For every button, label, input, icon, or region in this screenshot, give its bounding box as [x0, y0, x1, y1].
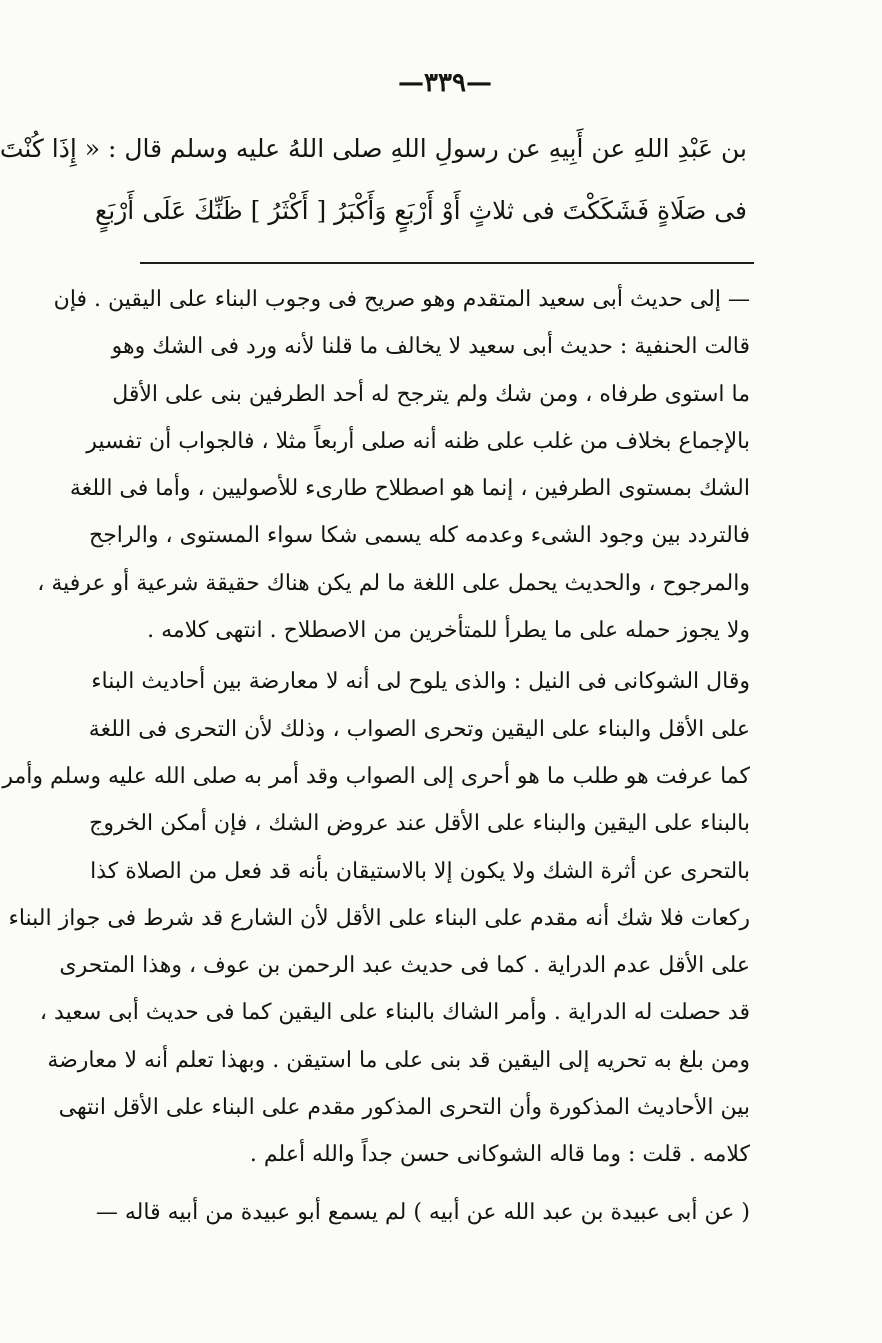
hadith-text: [0, 118, 747, 242]
commentary-line: والمرجوح ، والحديث يحمل على اللغة ما لم يكن هناك حقيقة شرعية أو عرفية ،: [37, 570, 750, 596]
commentary-line: ومن بلغ به تحريه إلى اليقين قد بنى على ما استيقن . وبهذا تعلم أنه لا معارضة: [47, 1047, 750, 1073]
commentary-line: — إلى حديث أبى سعيد المتقدم وهو صريح فى وجوب البناء على اليقين . فإن: [53, 287, 750, 312]
commentary-line: على الأقل والبناء على اليقين وتحرى الصواب ، وذلك لأن التحرى فى اللغة: [88, 716, 750, 742]
commentary-line: ولا يجوز حمله على ما يطرأ للمتأخرين من الاصطلاح . انتهى كلامه .: [147, 618, 750, 644]
hadith-line: فى صَلَاةٍ فَشَكَكْتَ فى ثلاثٍ أَوْ أَرْبَعٍ وَأَكْبَرُ [ أَكْثَرُ ] ظَنِّكَ عَلَى أَرْبَعٍ: [94, 196, 747, 225]
page-number: —٣٣٩—: [398, 68, 492, 98]
commentary-line: قالت الحنفية : حديث أبى سعيد لا يخالف ما قلنا لأنه ورد فى الشك وهو: [111, 334, 750, 360]
commentary-line: على الأقل عدم الدراية . كما فى حديث عبد الرحمن بن عوف ، وهذا المتحرى: [59, 953, 750, 979]
commentary-line: بالإجماع بخلاف من غلب على ظنه أنه صلى أربعاً مثلا ، فالجواب أن تفسير: [86, 428, 750, 454]
commentary-line: بالتحرى عن أثرة الشك ولا يكون إلا بالاستيقان بأنه قد فعل من الصلاة كذا: [90, 858, 750, 884]
commentary-line: قد حصلت له الدراية . وأمر الشاك بالبناء على اليقين كما فى حديث أبى سعيد ،: [39, 1000, 750, 1026]
section-divider: [140, 262, 754, 264]
commentary-line: كلامه . قلت : وما قاله الشوكانى حسن جداً والله أعلم .: [249, 1142, 750, 1168]
commentary-line: بالبناء على اليقين والبناء على الأقل عند عروض الشك ، فإن أمكن الخروج: [89, 811, 750, 837]
commentary-line: ما استوى طرفاه ، ومن شك ولم يترجح له أحد الطرفين بنى على الأقل: [112, 381, 750, 407]
commentary-line: الشك بمستوى الطرفين ، إنما هو اصطلاح طارىء للأصوليين ، وأما فى اللغة: [69, 476, 750, 502]
commentary-text: [2, 276, 750, 1236]
commentary-line: وقال الشوكانى فى النيل : والذى يلوح لى أنه لا معارضة بين أحاديث البناء: [91, 669, 750, 695]
commentary-line: ركعات فلا شك أنه مقدم على البناء على الأقل لأن الشارع قد شرط فى جواز البناء: [8, 905, 750, 931]
commentary-line: فالتردد بين وجود الشىء وعدمه كله يسمى شكا سواء المستوى ، والراجح: [89, 523, 750, 549]
hadith-line: بن عَبْدِ اللهِ عن أَبِيهِ عن رسولِ اللهِ صلى اللهُ عليه وسلم قال : « إِذَا كُنْتَ: [0, 134, 747, 163]
commentary-line: ( عن أبى عبيدة بن عبد الله عن أبيه ) لم يسمع أبو عبيدة من أبيه قاله —: [95, 1199, 750, 1225]
commentary-line: بين الأحاديث المذكورة وأن التحرى المذكور مقدم على البناء على الأقل انتهى: [58, 1095, 750, 1121]
commentary-line: كما عرفت هو طلب ما هو أحرى إلى الصواب وقد أمر به صلى الله عليه وسلم وأمر: [2, 763, 750, 789]
